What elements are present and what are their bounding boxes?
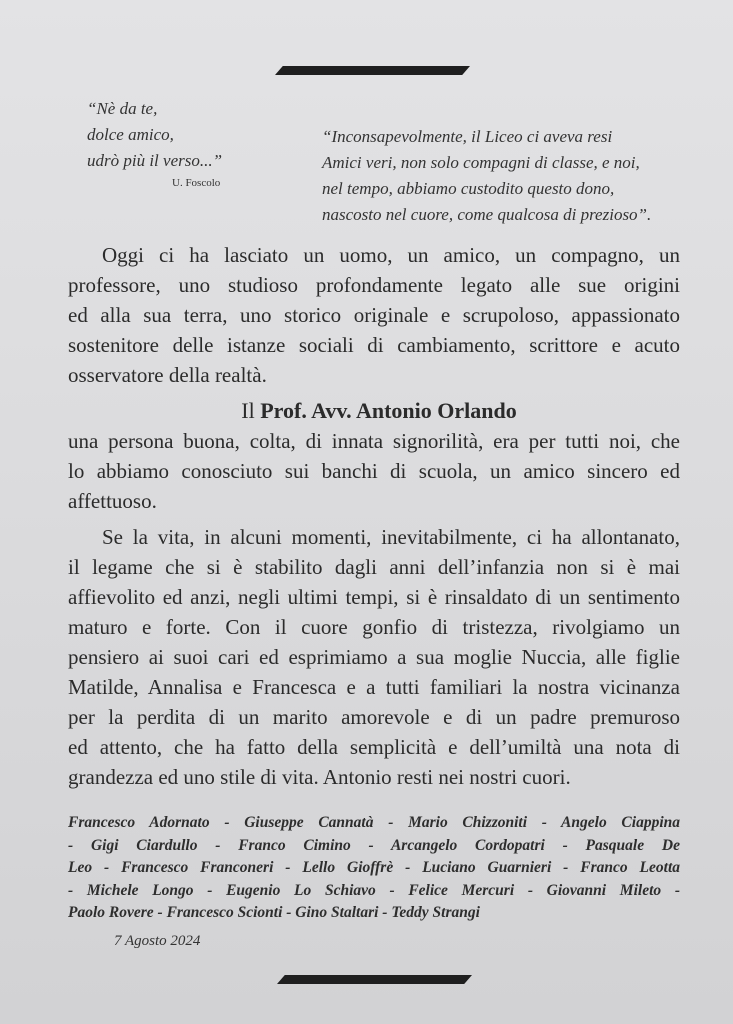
foscolo-quote xyxy=(87,96,307,189)
paragraph-intro xyxy=(68,240,680,390)
deceased-name-heading xyxy=(78,396,680,426)
text-line: sostenitore delle istanze sociali di cambiamento, scrittore e acuto xyxy=(68,333,680,357)
deceased-name: Prof. Avv. Antonio Orlando xyxy=(260,398,517,423)
liceo-quote xyxy=(322,124,702,228)
text-line: una persona buona, colta, di innata signorilità, era per tutti noi, che xyxy=(68,429,680,453)
text-line: lo abbiamo conosciuto sui banchi di scuola, un amico sincero ed xyxy=(68,459,680,483)
quote-line: nascosto nel cuore, come qualcosa di prezioso”. xyxy=(322,205,652,224)
quote-line: nel tempo, abbiamo custodito questo dono, xyxy=(322,179,615,198)
quote-line: dolce amico, xyxy=(87,125,174,144)
quote-line: “Inconsapevolmente, il Liceo ci aveva resi xyxy=(322,127,613,146)
paragraph-tribute xyxy=(68,426,680,516)
top-divider xyxy=(275,66,470,75)
text-line: Matilde, Annalisa e Francesca e a tutti familiari la nostra vicinanza xyxy=(68,675,680,699)
heading-prefix: Il xyxy=(241,398,261,423)
quote-author: U. Foscolo xyxy=(172,177,221,189)
text-line: per la perdita di un marito amorevole e di un padre premuroso xyxy=(68,705,680,729)
obituary-body xyxy=(68,240,680,792)
signers-line: - Michele Longo - Eugenio Lo Schiavo - Felice Mercuri - Giovanni Mileto - xyxy=(68,881,680,899)
text-line: affievolito ed anzi, negli ultimi tempi, si è rinsaldato di un sentimento xyxy=(68,585,680,609)
text-line: affettuoso. xyxy=(68,489,157,513)
signers-line: Francesco Adornato - Giuseppe Cannatà - Mario Chizzoniti - Angelo Ciappina xyxy=(68,814,680,831)
text-line: maturo e forte. Con il cuore gonfio di tristezza, rivolgiamo un xyxy=(68,615,680,639)
text-line: professore, uno studioso profondamente legato alle sue origini xyxy=(68,273,680,297)
paragraph-condolences xyxy=(68,522,680,792)
signers-line: Leo - Francesco Franconeri - Lello Gioffrè - Luciano Guarnieri - Franco Leotta xyxy=(68,859,680,876)
text-line: grandezza ed uno stile di vita. Antonio resti nei nostri cuori. xyxy=(68,765,571,789)
date: 7 Agosto 2024 xyxy=(114,933,201,949)
text-line: osservatore della realtà. xyxy=(68,363,267,387)
quote-line: “Nè da te, xyxy=(87,99,158,118)
bottom-divider xyxy=(277,975,472,984)
text-line: Se la vita, in alcuni momenti, inevitabilmente, ci ha allontanato, xyxy=(102,525,680,549)
text-line: ed alla sua terra, uno storico originale e scrupoloso, appassionato xyxy=(68,303,680,327)
signers-line: - Gigi Ciardullo - Franco Cimino - Arcangelo Cordopatri - Pasquale De xyxy=(68,836,680,854)
quote-line: Amici veri, non solo compagni di classe, e noi, xyxy=(322,153,640,172)
text-line: ed attento, che ha fatto della semplicità e dell’umiltà una nota di xyxy=(68,735,680,759)
signers-line: Paolo Rovere - Francesco Scionti - Gino Staltari - Teddy Strangi xyxy=(68,904,480,921)
text-line: Oggi ci ha lasciato un uomo, un amico, un compagno, un xyxy=(102,243,680,267)
text-line: il legame che si è stabilito dagli anni dell’infanzia non si è mai xyxy=(68,555,680,579)
quote-line: udrò più il verso...” xyxy=(87,151,223,170)
text-line: pensiero ai suoi cari ed esprimiamo a sua moglie Nuccia, alle figlie xyxy=(68,645,680,669)
signers-list xyxy=(68,812,680,925)
